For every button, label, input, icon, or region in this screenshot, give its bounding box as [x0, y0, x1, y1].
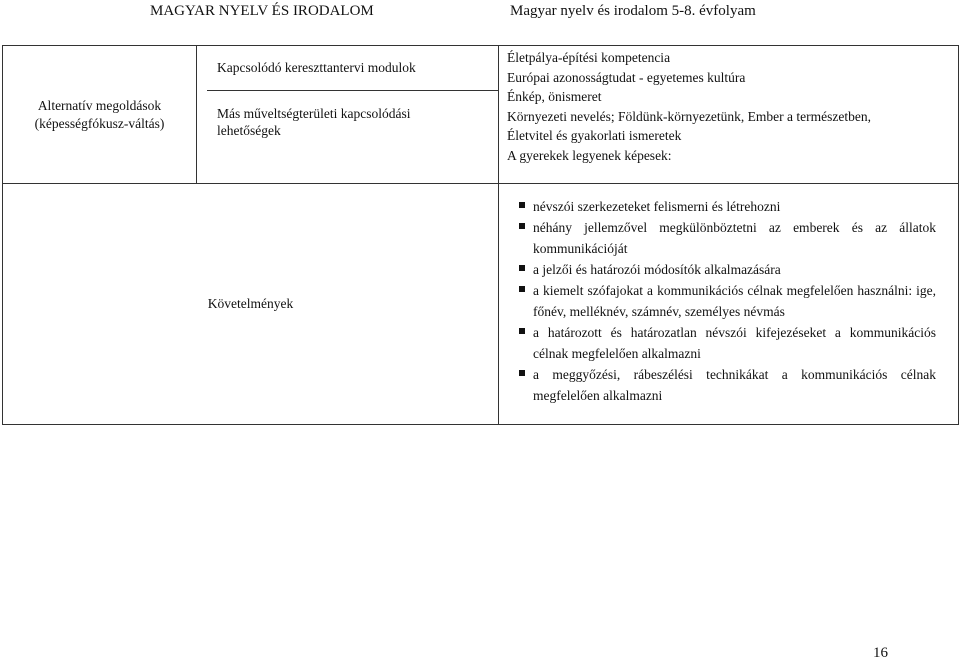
other-areas-label: Más műveltségterületi kapcsolódási lehetőségek: [217, 106, 411, 138]
module-line: Európai azonosságtudat - egyetemes kultúra: [507, 69, 746, 85]
table-row: [3, 184, 959, 425]
header-subject: MAGYAR NYELV ÉS IRODALOM: [150, 3, 374, 19]
list-item: a meggyőzési, rábeszélési technikákat a kommunikációs célnak megfelelően alkalmazni: [519, 364, 936, 406]
module-line: Életvitel és gyakorlati ismeretek: [507, 128, 682, 143]
module-line: Énkép, önismeret: [507, 89, 602, 104]
alternatives-label: Alternatív megoldások (képességfókusz-váltás): [3, 46, 197, 184]
list-item: névszói szerkezeteket felismerni és létrehozni: [519, 196, 936, 217]
module-line: A gyerekek legyenek képesek:: [507, 147, 672, 163]
cross-curricular-modules-label: [207, 46, 498, 91]
curriculum-table: [2, 45, 959, 425]
modules-list: [499, 46, 959, 184]
requirements-cell: [499, 184, 959, 425]
requirements-list: [507, 196, 936, 406]
module-line: Életpálya-építési kompetencia: [507, 50, 671, 65]
header-course: Magyar nyelv és irodalom 5-8. évfolyam: [510, 3, 756, 19]
list-item: a határozott és határozatlan névszói kifejezéseket a kommunikációs célnak megfelelően alkalmazni: [519, 322, 936, 364]
requirements-label: Követelmények: [3, 184, 499, 425]
module-line: Környezeti nevelés; Földünk-környezetünk, Ember a természetben,: [507, 108, 871, 124]
list-item: a kiemelt szófajokat a kommunikációs célnak megfelelően használni: ige, főnév, melléknév, számnév, személyes névmás: [519, 280, 936, 322]
table-row: [3, 46, 959, 184]
cross-curricular-modules-text: Kapcsolódó kereszttantervi modulok: [217, 60, 416, 75]
modules-cell: [197, 46, 499, 184]
list-item: néhány jellemzővel megkülönböztetni az emberek és az állatok kommunikációját: [519, 217, 936, 259]
page-number: 16: [873, 645, 888, 661]
list-item: a jelzői és határozói módosítók alkalmazására: [519, 259, 936, 280]
page-header: [0, 3, 960, 21]
